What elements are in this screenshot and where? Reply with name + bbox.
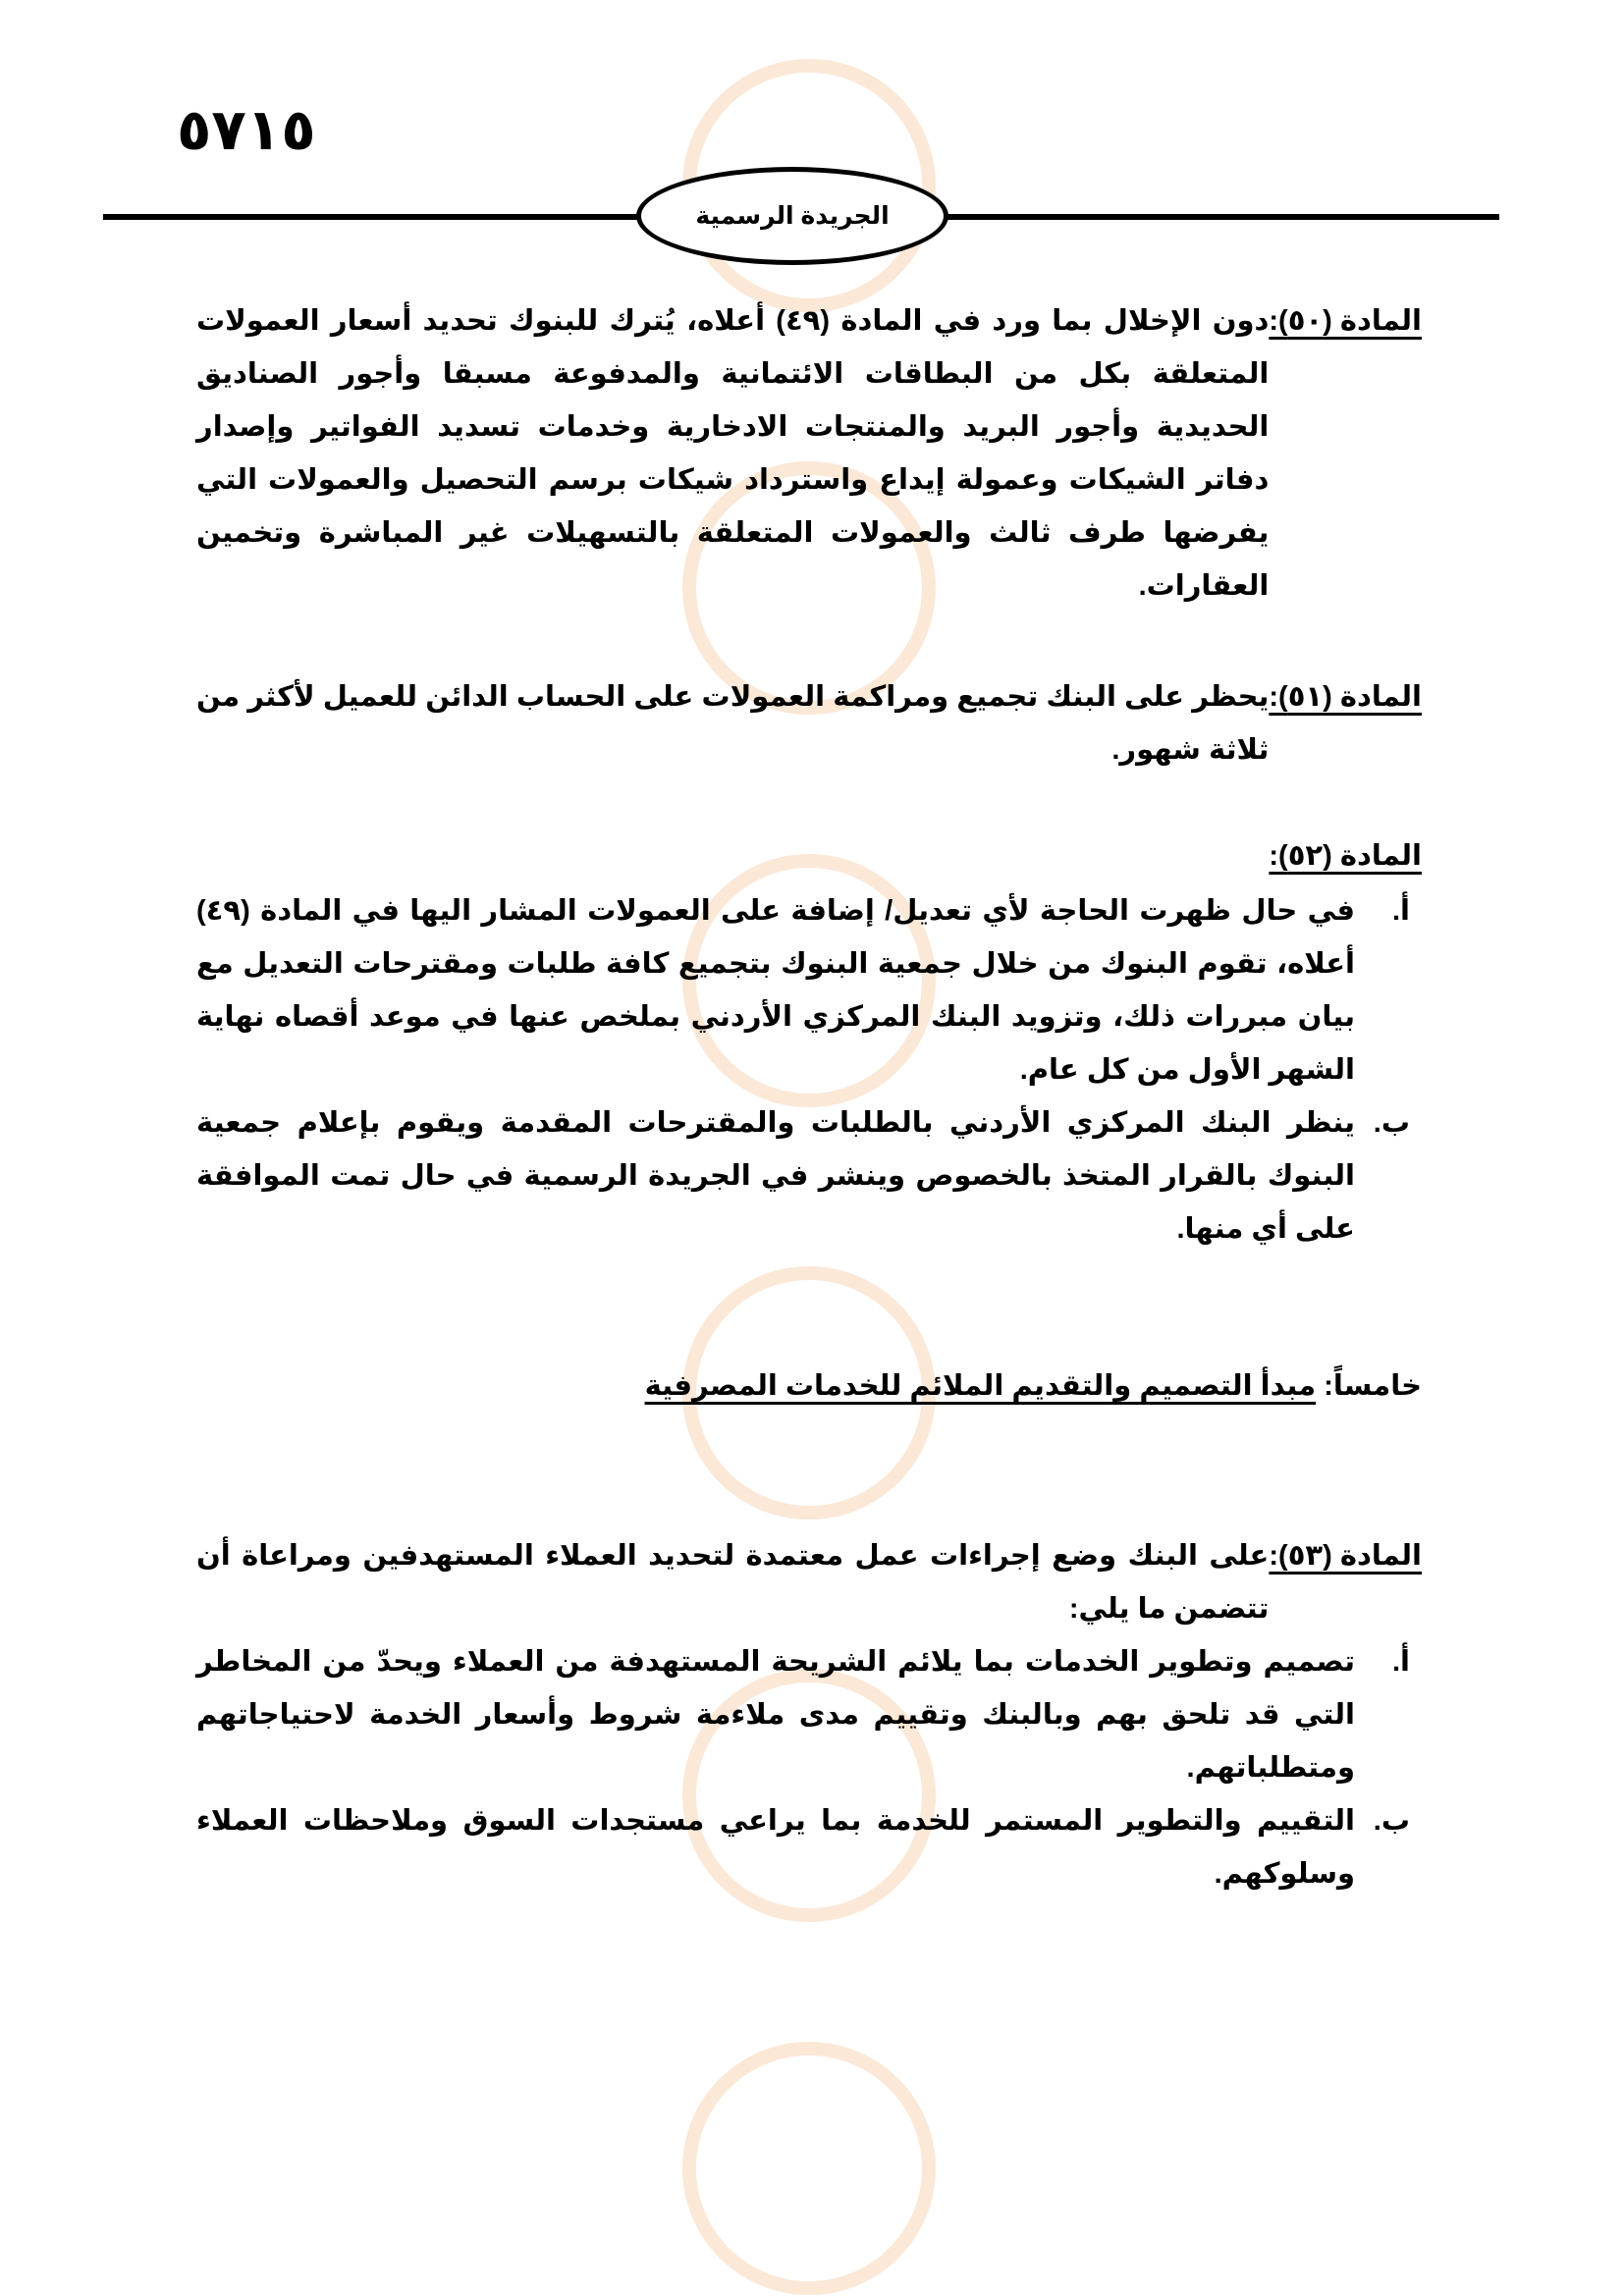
section-heading xyxy=(196,1360,1422,1413)
item-text: في حال ظهرت الحاجة لأي تعديل/ إضافة على العمولات المشار اليها في المادة (٤٩) أعلاه، تقوم البنوك من خلال جمعية البنوك بتجميع كافة طلبات ومقترحات التعديل مع بيان مبررات ذلك، وتزويد البنك المركزي الأردني بملخص عنها في موعد أقصاه نهاية الشهر الأول من كل عام. xyxy=(196,895,1355,1086)
article-label: المادة (٥٢): xyxy=(1269,840,1422,872)
section-prefix: خامساً: xyxy=(1316,1370,1422,1402)
item-text: ينظر البنك المركزي الأردني بالطلبات والمقترحات المقدمة ويقوم بإعلام جمعية البنوك بالقرار المتخذ بالخصوص وينشر في الجريدة الرسمية في حال تمت الموافقة على أي منها. xyxy=(196,1107,1355,1245)
watermark-clock-icon xyxy=(682,2042,936,2295)
item-marker: أ. xyxy=(1392,1646,1410,1678)
item-marker: أ. xyxy=(1392,895,1410,927)
article-53 xyxy=(196,1529,1422,1900)
publication-title: الجريدة الرسمية xyxy=(695,202,890,230)
article-text: على البنك وضع إجراءات عمل معتمدة لتحديد العملاء المستهدفين ومراعاة أن تتضمن ما يلي: xyxy=(196,1540,1270,1625)
item-marker: ب. xyxy=(1373,1805,1410,1837)
item-marker: ب. xyxy=(1373,1107,1410,1139)
list-item xyxy=(196,884,1422,1096)
page-number: ٥٧١٥ xyxy=(177,98,316,162)
article-52 xyxy=(196,829,1422,1255)
list-item xyxy=(196,1096,1422,1255)
article-50 xyxy=(196,294,1422,613)
section-title: مبدأ التصميم والتقديم الملائم للخدمات المصرفية xyxy=(644,1370,1317,1402)
item-text: التقييم والتطوير المستمر للخدمة بما يراعي مستجدات السوق وملاحظات العملاء وسلوكهم. xyxy=(196,1805,1355,1890)
article-text: يحظر على البنك تجميع ومراكمة العمولات على الحساب الدائن للعميل لأكثر من ثلاثة شهور. xyxy=(196,681,1270,766)
article-label: المادة (٥٠): xyxy=(1269,305,1422,337)
article-51 xyxy=(196,670,1422,776)
article-label: المادة (٥١): xyxy=(1269,681,1422,713)
item-text: تصميم وتطوير الخدمات بما يلائم الشريحة المستهدفة من العملاء ويحدّ من المخاطر التي قد تلحق بهم وبالبنك وتقييم مدى ملاءمة شروط وأسعار الخدمة لاحتياجاتهم ومتطلباتهم. xyxy=(196,1646,1355,1784)
article-label: المادة (٥٣): xyxy=(1269,1540,1422,1572)
list-item xyxy=(196,1794,1422,1900)
article-text: دون الإخلال بما ورد في المادة (٤٩) أعلاه، يُترك للبنوك تحديد أسعار العمولات المتعلقة بكل من البطاقات الائتمانية والمدفوعة مسبقا وأجور الصناديق الحديدية وأجور البريد والمنتجات الادخارية وخدمات تسديد الفواتير وإصدار دفاتر الشيكات وعمولة إيداع واسترداد شيكات برسم التحصيل والعمولات التي يفرضها طرف ثالث والعمولات المتعلقة بالتسهيلات غير المباشرة وتخمين العقارات. xyxy=(196,305,1270,602)
list-item xyxy=(196,1635,1422,1794)
publication-title-oval xyxy=(636,167,948,265)
